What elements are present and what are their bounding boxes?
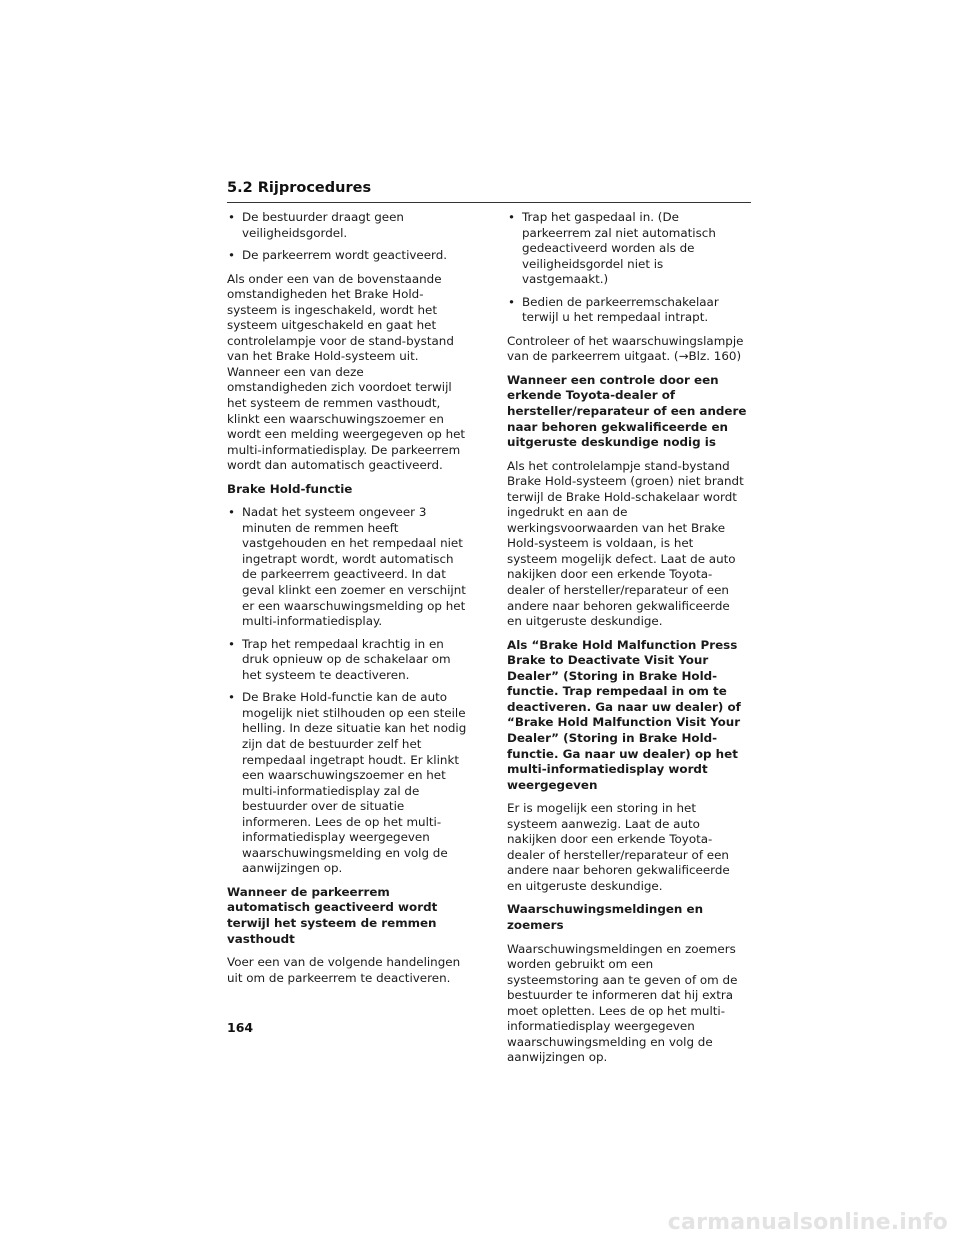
- paragraph: Als onder een van de bovenstaande omstandigheden het Brake Hold-systeem is ingeschakeld, wordt het systeem uitgeschakeld en gaat het controlelampje voor de stand-bystand van het Brake Hold-systeem uit. Wanneer een van deze omstandigheden zich voordoet terwijl het systeem de remmen vasthoudt, klinkt een waarschuwingszoemer en wordt een melding weergegeven op het multi-informatiedisplay. De parkeerrem wordt dan automatisch geactiveerd.: [227, 271, 466, 473]
- list-item: • De bestuurder draagt geen veiligheidsgordel.: [227, 210, 467, 241]
- section-header: [227, 178, 751, 203]
- bullet-list: [507, 210, 747, 326]
- list-item: • De Brake Hold-functie kan de auto mogelijk niet stilhouden op een steile helling. In deze situatie kan het nodig zijn dat de bestuurder zelf het rempedaal ingetrapt houdt. Er klinkt een waarschuwingszoemer en het multi-informatiedisplay zal de bestuurder over de situatie informeren. Lees de op het multi-informatiedisplay weergegeven waarschuwingsmelding en volg de aanwijzingen op.: [227, 690, 467, 877]
- bullet-list: [227, 210, 467, 264]
- paragraph: Voer een van de volgende handelingen uit om de parkeerrem te deactiveren.: [227, 955, 461, 985]
- watermark: carmanualsonline.info: [667, 1210, 948, 1235]
- list-item: • Bedien de parkeerremschakelaar terwijl u het rempedaal intrapt.: [507, 295, 747, 326]
- right-column: [507, 210, 747, 1074]
- list-item: • Trap het rempedaal krachtig in en druk opnieuw op de schakelaar om het systeem te deactiveren.: [227, 637, 467, 684]
- list-item: • Nadat het systeem ongeveer 3 minuten de remmen heeft vastgehouden en het rempedaal niet ingetrapt wordt, wordt automatisch de parkeerrem geactiveerd. In dat geval klinkt een zoemer en verschijnt er een waarschuwingsmelding op het multi-informatiedisplay.: [227, 505, 467, 629]
- paragraph: Er is mogelijk een storing in het systeem aanwezig. Laat de auto nakijken door een erkende Toyota-dealer of hersteller/reparateur of een andere naar behoren gekwalificeerde en uitgeruste deskundige.: [507, 801, 730, 893]
- list-item: • Trap het gaspedaal in. (De parkeerrem zal niet automatisch gedeactiveerd worden als de veiligheidsgordel niet is vastgemaakt.): [507, 210, 747, 288]
- list-item: • De parkeerrem wordt geactiveerd.: [227, 248, 467, 264]
- bullet-list: [227, 505, 467, 877]
- paragraph: Waarschuwingsmeldingen en zoemers worden gebruikt om een systeemstoring aan te geven of om de bestuurder te informeren dat hij extra moet opletten. Lees de op het multi-informatiedisplay weergegeven waarschuwingsmelding en volg de aanwijzingen op.: [507, 941, 738, 1065]
- subheading: Brake Hold-functie: [227, 481, 353, 496]
- page-number: 164: [227, 1020, 254, 1035]
- subheading: Als “Brake Hold Malfunction Press Brake to Deactivate Visit Your Dealer” (Storing in Brake Hold-functie. Trap rempedaal in om te deactiveren. Ga naar uw dealer) of “Brake Hold Malfunction Visit Your Dealer” (Storing in Brake Hold-functie. Ga naar uw dealer) op het multi-informatiedisplay wordt weergegeven: [507, 637, 741, 792]
- section-title: 5.2 Rijprocedures: [227, 180, 372, 196]
- subheading: Waarschuwingsmeldingen en zoemers: [507, 902, 704, 932]
- paragraph: Als het controlelampje stand-bystand Brake Hold-systeem (groen) niet brandt terwijl de Brake Hold-schakelaar wordt ingedrukt en aan de werkingsvoorwaarden van het Brake Hold-systeem is voldaan, is het systeem mogelijk defect. Laat de auto nakijken door een erkende Toyota-dealer of hersteller/reparateur of een andere naar behoren gekwalificeerde en uitgeruste deskundige.: [507, 458, 744, 629]
- left-column: [227, 210, 467, 994]
- subheading: Wanneer een controle door een erkende Toyota-dealer of hersteller/reparateur of een andere naar behoren gekwalificeerde en uitgeruste deskundige nodig is: [507, 372, 747, 450]
- subheading: Wanneer de parkeerrem automatisch geactiveerd wordt terwijl het systeem de remmen vasthoudt: [227, 884, 438, 946]
- paragraph: Controleer of het waarschuwingslampje van de parkeerrem uitgaat. (→Blz. 160): [507, 333, 744, 364]
